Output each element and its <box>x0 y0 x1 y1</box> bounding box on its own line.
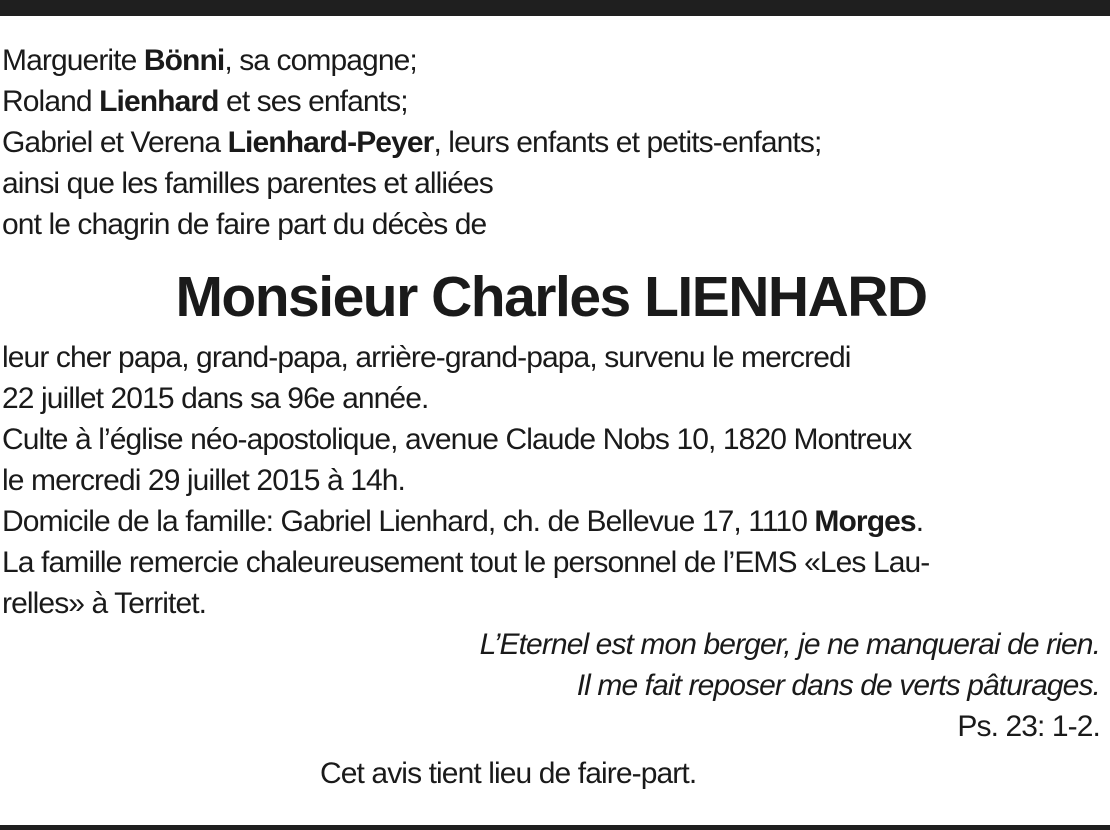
details-line-2: 22 juillet 2015 dans sa 96e année. <box>2 382 429 415</box>
domicile-city: Morges <box>814 505 916 538</box>
family-line-1-text: Marguerite <box>2 44 144 77</box>
family-line-1 <box>2 40 1100 81</box>
verse-reference: Ps. 23: 1-2. <box>957 710 1100 743</box>
family-line-3-suffix: , leurs enfants et petits-enfants; <box>433 126 822 159</box>
details-line-6: La famille remercie chaleureusement tout le personnel de l’EMS «Les Lau- <box>2 546 930 579</box>
family-line-3 <box>2 122 1100 163</box>
family-name-bonni: Bönni <box>143 44 225 77</box>
obituary-notice <box>2 40 1100 794</box>
family-name-lienhard: Lienhard <box>99 85 219 118</box>
details-line-5 <box>2 501 1100 542</box>
family-line-2-suffix: et ses enfants; <box>218 85 408 118</box>
family-line-1-suffix: , sa compagne; <box>224 44 417 77</box>
deceased-name-heading: Monsieur Charles LIENHARD <box>175 265 927 329</box>
family-line-2 <box>2 81 1100 122</box>
family-line-4: ainsi que les familles parentes et alliées <box>2 167 493 200</box>
details-line-3: Culte à l’église néo-apostolique, avenue Claude Nobs 10, 1820 Montreux <box>2 423 912 456</box>
details-line-7: relles» à Territet. <box>2 587 207 620</box>
family-line-5: ont le chagrin de faire part du décès de <box>2 208 487 241</box>
family-line-3-text: Gabriel et Verena <box>2 126 228 159</box>
verse-line-2: Il me fait reposer dans de verts pâturages. <box>576 669 1100 702</box>
closing-note: Cet avis tient lieu de faire-part. <box>320 757 697 790</box>
verse-line-1: L’Eternel est mon berger, je ne manquerai de rien. <box>479 628 1100 661</box>
domicile-suffix: . <box>915 505 924 538</box>
family-name-lienhard-peyer: Lienhard-Peyer <box>227 126 434 159</box>
top-border-bar <box>0 0 1110 16</box>
details-line-1: leur cher papa, grand-papa, arrière-grand-papa, survenu le mercredi <box>2 341 851 374</box>
domicile-text: Domicile de la famille: Gabriel Lienhard, ch. de Bellevue 17, 1110 <box>2 505 815 538</box>
details-line-4: le mercredi 29 juillet 2015 à 14h. <box>2 464 405 497</box>
bottom-border-bar <box>0 825 1110 830</box>
family-line-2-text: Roland <box>2 85 100 118</box>
